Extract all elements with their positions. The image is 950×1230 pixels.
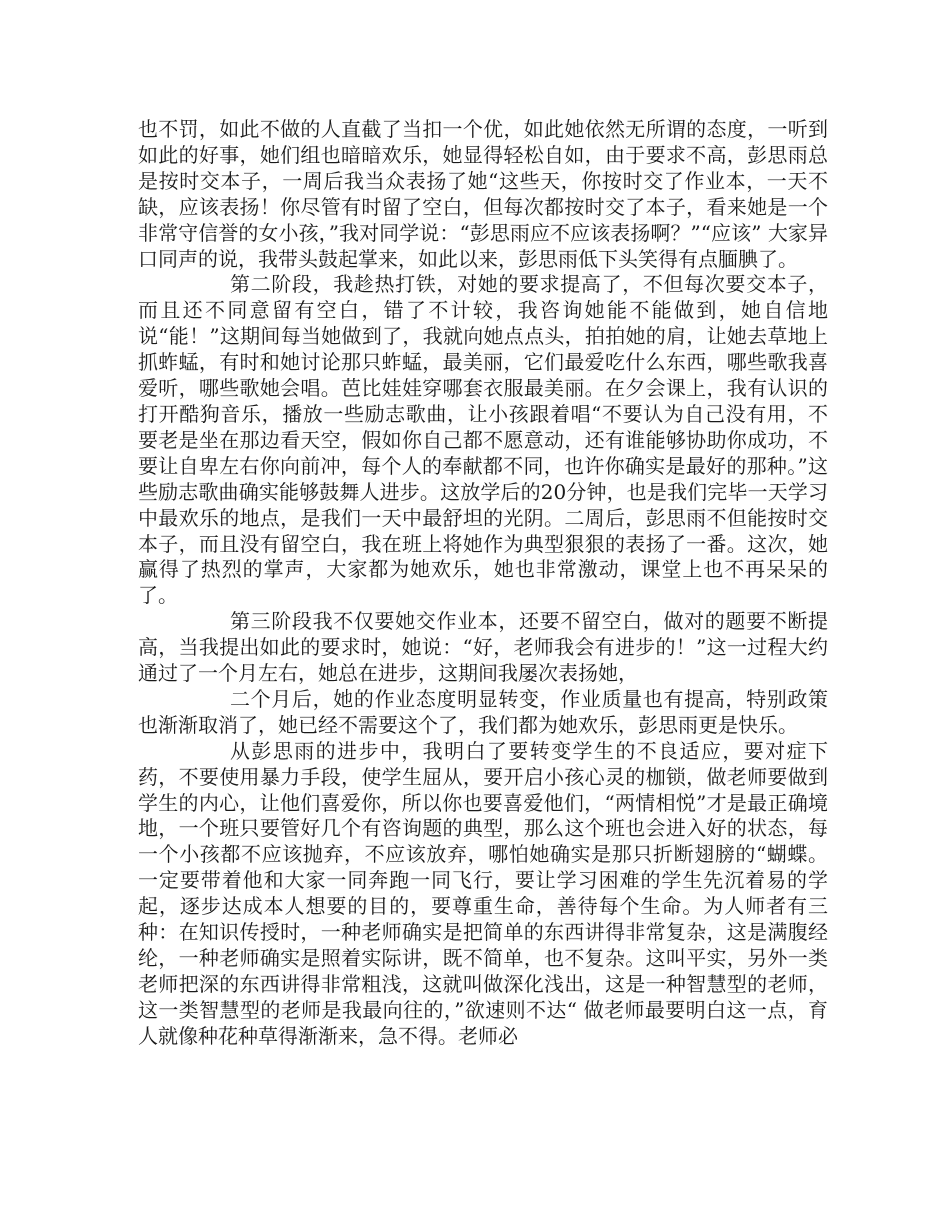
paragraph-two-months-later: 二个月后，她的作业态度明显转变，作业质量也有提高，特别政策也渐渐取消了，她已经不需要这个了，我们都为她欢乐，彭思雨更是快乐。: [138, 686, 828, 737]
paragraph-stage-two: 第二阶段，我趁热打铁，对她的要求提高了，不但每次要交本子，而且还不同意留有空白，错了不计较，我咨询她能不能做到，她自信地说“能！”这期间每当她做到了，我就向她点点头，拍拍她的肩，让她去草地上抓蚱蜢，有时和她讨论那只蚱蜢，最美丽，它们最爱吃什么东西，哪些歌我喜爱听，哪些歌她会唱。芭比娃娃穿哪套衣服最美丽。在夕会课上，我有认识的打开酷狗音乐，播放一些励志歌曲，让小孩跟着唱“不要认为自己没有用，不要老是坐在那边看天空，假如你自己都不愿意动，还有谁能够协助你成功，不要让自卑左右你向前冲，每个人的奉献都不同，也许你确实是最好的那种。”这些励志歌曲确实能够鼓舞人进步。这放学后的20分钟，也是我们完毕一天学习中最欢乐的地点，是我们一天中最舒坦的光阴。二周后，彭思雨不但能按时交本子，而且没有留空白，我在班上将她作为典型狠狠的表扬了一番。这次，她赢得了热烈的掌声，大家都为她欢乐，她也非常激动，课堂上也不再呆呆的了。: [138, 272, 828, 608]
paragraph-reflection: 从彭思雨的进步中，我明白了要转变学生的不良适应，要对症下药，不要使用暴力手段，使学生屈从，要开启小孩心灵的枷锁，做老师要做到学生的内心，让他们喜爱你，所以你也要喜爱他们，“两情相悦”才是最正确境地，一个班只要管好几个有咨询题的典型，那么这个班也会进入好的状态，每一个小孩都不应该抛弃，不应该放弃，哪怕她确实是那只折断翅膀的“蝴蝶。一定要带着他和大家一同奔跑一同飞行，要让学习困难的学生先沉着易的学起，逐步达成本人想要的目的，要尊重生命，善待每个生命。为人师者有三种：在知识传授时，一种老师确实是把简单的东西讲得非常复杂，这是满腹经纶，一种老师确实是照着实际讲，既不简单，也不复杂。这叫平实，另外一类老师把深的东西讲得非常粗浅，这就叫做深化浅出，这是一种智慧型的老师，这一类智慧型的老师是我最向往的，”欲速则不达“ 做老师最要明白这一点，育人就像种花种草得渐渐来，急不得。老师必: [138, 738, 828, 1048]
paragraph-praise-on-time-homework: 也不罚，如此不做的人直截了当扣一个优，如此她依然无所谓的态度，一听到如此的好事，她们组也暗暗欢乐，她显得轻松自如，由于要求不高，彭思雨总是按时交本子，一周后我当众表扬了她“这些天，你按时交了作业本，一天不缺，应该表扬！你尽管有时留了空白，但每次都按时交了本子，看来她是一个非常守信誉的女小孩，”我对同学说：“彭思雨应不应该表扬啊？”“应该” 大家异口同声的说，我带头鼓起掌来，如此以来，彭思雨低下头笑得有点腼腆了。: [138, 117, 828, 271]
paragraph-stage-three: 第三阶段我不仅要她交作业本，还要不留空白，做对的题要不断提高，当我提出如此的要求时，她说：“好，老师我会有进步的！”这一过程大约通过了一个月左右，她总在进步，这期间我屡次表扬她，: [138, 609, 828, 686]
document-body: [138, 117, 828, 1050]
